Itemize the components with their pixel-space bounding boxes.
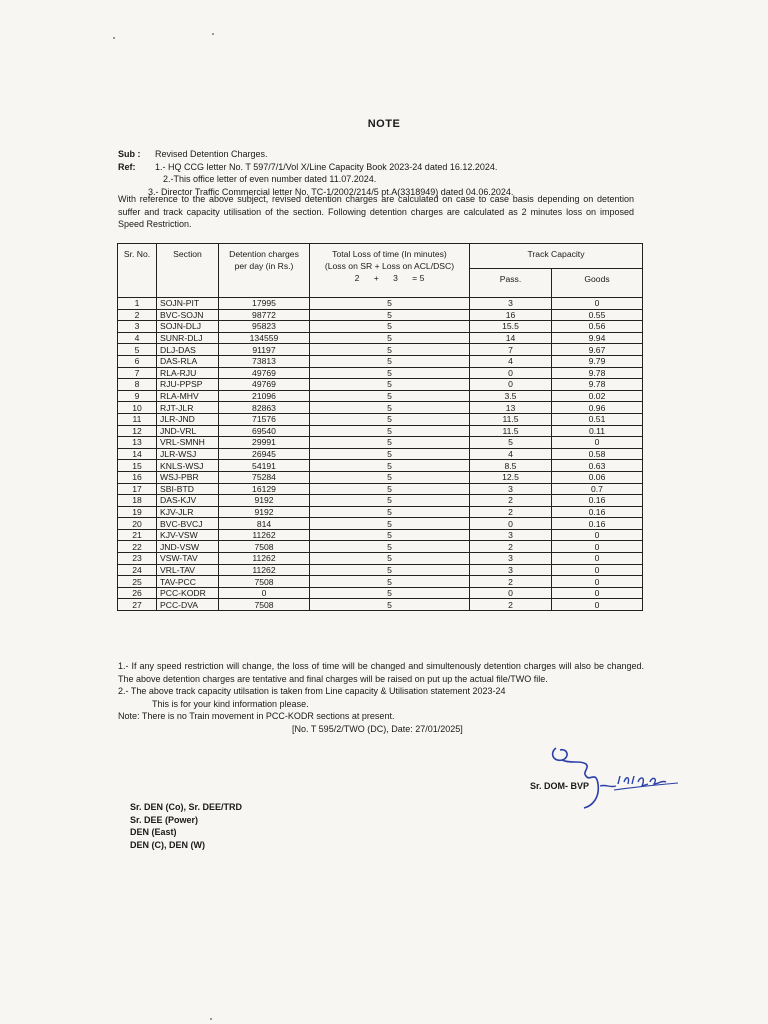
cc-line-3: DEN (East) xyxy=(130,827,177,837)
cell-detention-charges: 69540 xyxy=(219,425,310,437)
table-row xyxy=(118,413,643,425)
cell-detention-charges: 75284 xyxy=(219,471,310,483)
cell-pass: 0 xyxy=(470,367,552,379)
cell-goods: 9.78 xyxy=(552,367,643,379)
cell-goods: 0 xyxy=(552,587,643,599)
table-row xyxy=(118,483,643,495)
cell-sr-no: 8 xyxy=(118,379,157,391)
cell-section: VSW-TAV xyxy=(157,553,219,565)
cell-goods: 0.02 xyxy=(552,390,643,402)
reference-text-2: 2.-This office letter of even number dated 11.07.2024. xyxy=(163,174,377,184)
table-row xyxy=(118,529,643,541)
table-row xyxy=(118,564,643,576)
cell-section: VRL-SMNH xyxy=(157,437,219,449)
header-goods: Goods xyxy=(552,269,643,298)
table-row xyxy=(118,402,643,414)
cell-goods: 0 xyxy=(552,553,643,565)
intro-paragraph: With reference to the above subject, revised detention charges are calculated on case to case basis depending on detention suffer and track capacity utilisation of the section. Following detention charges are calculated as 2 minutes loss on imposed Speed Restriction. xyxy=(118,194,634,229)
table-row xyxy=(118,495,643,507)
cell-sr-no: 26 xyxy=(118,587,157,599)
table-row xyxy=(118,460,643,472)
cell-pass: 2 xyxy=(470,576,552,588)
table-body xyxy=(118,298,643,611)
cell-loss-of-time: 5 xyxy=(310,564,470,576)
cell-goods: 0.16 xyxy=(552,506,643,518)
cell-pass: 15.5 xyxy=(470,321,552,333)
cell-loss-of-time: 5 xyxy=(310,587,470,599)
cell-goods: 0.11 xyxy=(552,425,643,437)
cell-sr-no: 6 xyxy=(118,355,157,367)
cell-loss-of-time: 5 xyxy=(310,332,470,344)
cell-section: VRL-TAV xyxy=(157,564,219,576)
cell-detention-charges: 7508 xyxy=(219,541,310,553)
cell-loss-of-time: 5 xyxy=(310,437,470,449)
cell-sr-no: 5 xyxy=(118,344,157,356)
header-detention-line-1: Detention charges xyxy=(229,249,299,259)
cell-pass: 5 xyxy=(470,437,552,449)
cell-loss-of-time: 5 xyxy=(310,553,470,565)
subject-line xyxy=(118,148,513,161)
cell-detention-charges: 9192 xyxy=(219,506,310,518)
handwritten-signature xyxy=(540,740,690,810)
cell-pass: 14 xyxy=(470,332,552,344)
cell-section: PCC-KODR xyxy=(157,587,219,599)
cell-loss-of-time: 5 xyxy=(310,529,470,541)
cell-section: RLA-MHV xyxy=(157,390,219,402)
cell-pass: 3 xyxy=(470,483,552,495)
cell-sr-no: 9 xyxy=(118,390,157,402)
cell-loss-of-time: 5 xyxy=(310,460,470,472)
cell-pass: 2 xyxy=(470,599,552,611)
cell-sr-no: 22 xyxy=(118,541,157,553)
cell-goods: 0 xyxy=(552,298,643,310)
cell-sr-no: 4 xyxy=(118,332,157,344)
cell-pass: 8.5 xyxy=(470,460,552,472)
cell-section: JLR-WSJ xyxy=(157,448,219,460)
cell-goods: 0.16 xyxy=(552,518,643,530)
cell-goods: 0 xyxy=(552,599,643,611)
table-row xyxy=(118,471,643,483)
cell-goods: 9.78 xyxy=(552,379,643,391)
table-row xyxy=(118,448,643,460)
cell-sr-no: 12 xyxy=(118,425,157,437)
cell-section: SUNR-DLJ xyxy=(157,332,219,344)
cell-goods: 0.51 xyxy=(552,413,643,425)
scan-speck xyxy=(212,33,214,35)
cell-loss-of-time: 5 xyxy=(310,390,470,402)
notes-block xyxy=(118,660,644,735)
cell-sr-no: 24 xyxy=(118,564,157,576)
note-1: 1.- If any speed restriction will change, the loss of time will be changed and simultenously detention charges will also be changed. The above detention charges are tentative and final charges will be raised on put up the actual file/TWO file. xyxy=(118,661,644,684)
cell-section: RJT-JLR xyxy=(157,402,219,414)
cell-detention-charges: 98772 xyxy=(219,309,310,321)
document-title: NOTE xyxy=(367,118,401,130)
cell-section: TAV-PCC xyxy=(157,576,219,588)
reference-line-1 xyxy=(118,161,513,174)
cell-pass: 2 xyxy=(470,506,552,518)
header-loss-of-time xyxy=(310,244,470,298)
cell-loss-of-time: 5 xyxy=(310,298,470,310)
cell-pass: 11.5 xyxy=(470,425,552,437)
cell-section: KJV-VSW xyxy=(157,529,219,541)
cell-section: PCC-DVA xyxy=(157,599,219,611)
cell-pass: 3 xyxy=(470,529,552,541)
table-row xyxy=(118,425,643,437)
cell-sr-no: 25 xyxy=(118,576,157,588)
cell-goods: 0.7 xyxy=(552,483,643,495)
scan-speck xyxy=(113,37,115,39)
cell-detention-charges: 16129 xyxy=(219,483,310,495)
cell-section: KJV-JLR xyxy=(157,506,219,518)
cell-detention-charges: 17995 xyxy=(219,298,310,310)
table-row xyxy=(118,437,643,449)
cc-line-2: Sr. DEE (Power) xyxy=(130,814,199,825)
cell-section: JND-VSW xyxy=(157,541,219,553)
copy-to-list xyxy=(130,801,242,851)
cell-detention-charges: 11262 xyxy=(219,529,310,541)
cell-section: WSJ-PBR xyxy=(157,471,219,483)
cell-loss-of-time: 5 xyxy=(310,309,470,321)
cell-pass: 7 xyxy=(470,344,552,356)
table-row xyxy=(118,599,643,611)
cell-sr-no: 27 xyxy=(118,599,157,611)
table-row xyxy=(118,355,643,367)
cell-pass: 3 xyxy=(470,553,552,565)
cell-detention-charges: 0 xyxy=(219,587,310,599)
cell-sr-no: 20 xyxy=(118,518,157,530)
cell-goods: 0 xyxy=(552,529,643,541)
cell-pass: 3 xyxy=(470,564,552,576)
cell-detention-charges: 54191 xyxy=(219,460,310,472)
cell-loss-of-time: 5 xyxy=(310,355,470,367)
cell-detention-charges: 7508 xyxy=(219,576,310,588)
header-detention xyxy=(219,244,310,298)
cell-sr-no: 13 xyxy=(118,437,157,449)
cell-pass: 0 xyxy=(470,518,552,530)
cell-goods: 9.94 xyxy=(552,332,643,344)
cell-section: SOJN-PIT xyxy=(157,298,219,310)
cell-detention-charges: 11262 xyxy=(219,564,310,576)
header-section: Section xyxy=(157,244,219,298)
cell-loss-of-time: 5 xyxy=(310,518,470,530)
table-row xyxy=(118,344,643,356)
header-loss-line-1: Total Loss of time (In minutes) xyxy=(332,249,447,259)
table-row xyxy=(118,332,643,344)
table-row xyxy=(118,553,643,565)
cell-section: JND-VRL xyxy=(157,425,219,437)
cell-sr-no: 16 xyxy=(118,471,157,483)
reference-label: Ref: xyxy=(118,161,136,172)
cell-sr-no: 14 xyxy=(118,448,157,460)
cell-pass: 0 xyxy=(470,587,552,599)
cell-loss-of-time: 5 xyxy=(310,344,470,356)
header-track-capacity: Track Capacity xyxy=(470,244,643,269)
header-pass: Pass. xyxy=(470,269,552,298)
table-row xyxy=(118,321,643,333)
cell-loss-of-time: 5 xyxy=(310,506,470,518)
cell-detention-charges: 71576 xyxy=(219,413,310,425)
cell-sr-no: 3 xyxy=(118,321,157,333)
cell-goods: 9.79 xyxy=(552,355,643,367)
cell-goods: 0 xyxy=(552,541,643,553)
train-movement-note: Note: There is no Train movement in PCC-KODR sections at present. xyxy=(118,711,395,721)
cell-sr-no: 19 xyxy=(118,506,157,518)
cell-pass: 2 xyxy=(470,541,552,553)
table-row xyxy=(118,309,643,321)
cell-sr-no: 23 xyxy=(118,553,157,565)
cell-section: KNLS-WSJ xyxy=(157,460,219,472)
cell-sr-no: 1 xyxy=(118,298,157,310)
cell-goods: 0.63 xyxy=(552,460,643,472)
cell-section: JLR-JND xyxy=(157,413,219,425)
cell-loss-of-time: 5 xyxy=(310,425,470,437)
cell-detention-charges: 26945 xyxy=(219,448,310,460)
cell-loss-of-time: 5 xyxy=(310,413,470,425)
reference-line-2 xyxy=(118,173,513,186)
cell-loss-of-time: 5 xyxy=(310,402,470,414)
cell-detention-charges: 91197 xyxy=(219,344,310,356)
note-2: 2.- The above track capacity utilsation is taken from Line capacity & Utilisation statement 2023-24 xyxy=(118,686,506,696)
cell-pass: 4 xyxy=(470,448,552,460)
table-row xyxy=(118,390,643,402)
cell-sr-no: 18 xyxy=(118,495,157,507)
file-reference: [No. T 595/2/TWO (DC), Date: 27/01/2025] xyxy=(292,723,463,734)
cell-section: BVC-SOJN xyxy=(157,309,219,321)
cell-goods: 0.58 xyxy=(552,448,643,460)
cc-line-4: DEN (C), DEN (W) xyxy=(130,839,205,850)
cell-detention-charges: 7508 xyxy=(219,599,310,611)
cc-line-1: Sr. DEN (Co), Sr. DEE/TRD xyxy=(130,802,243,812)
cell-detention-charges: 11262 xyxy=(219,553,310,565)
cell-section: RJU-PPSP xyxy=(157,379,219,391)
cell-section: BVC-BVCJ xyxy=(157,518,219,530)
cell-pass: 2 xyxy=(470,495,552,507)
cell-section: SOJN-DLJ xyxy=(157,321,219,333)
subject-text: Revised Detention Charges. xyxy=(155,149,268,159)
cell-pass: 3 xyxy=(470,298,552,310)
table-row xyxy=(118,379,643,391)
cell-pass: 16 xyxy=(470,309,552,321)
reference-text-1: 1.- HQ CCG letter No. T 597/7/1/Vol X/Line Capacity Book 2023-24 dated 16.12.2024. xyxy=(155,161,498,172)
cell-pass: 3.5 xyxy=(470,390,552,402)
cell-goods: 0.06 xyxy=(552,471,643,483)
cell-goods: 0.55 xyxy=(552,309,643,321)
cell-goods: 0.16 xyxy=(552,495,643,507)
cell-sr-no: 7 xyxy=(118,367,157,379)
cell-loss-of-time: 5 xyxy=(310,321,470,333)
cell-goods: 0.56 xyxy=(552,321,643,333)
cell-loss-of-time: 5 xyxy=(310,379,470,391)
header-loss-line-3: 2 + 3 = 5 xyxy=(354,273,425,283)
cell-detention-charges: 73813 xyxy=(219,355,310,367)
cell-pass: 13 xyxy=(470,402,552,414)
cell-detention-charges: 29991 xyxy=(219,437,310,449)
subject-label: Sub : xyxy=(118,149,141,159)
cell-detention-charges: 9192 xyxy=(219,495,310,507)
signatory-label: Sr. DOM- BVP xyxy=(530,781,590,791)
cell-loss-of-time: 5 xyxy=(310,483,470,495)
table-row xyxy=(118,298,643,310)
cell-sr-no: 11 xyxy=(118,413,157,425)
header-detention-line-2: per day (in Rs.) xyxy=(234,261,294,271)
header-sr-no: Sr. No. xyxy=(118,244,157,298)
cell-section: DLJ-DAS xyxy=(157,344,219,356)
cell-loss-of-time: 5 xyxy=(310,541,470,553)
cell-detention-charges: 95823 xyxy=(219,321,310,333)
cell-detention-charges: 814 xyxy=(219,518,310,530)
cell-pass: 12.5 xyxy=(470,471,552,483)
cell-detention-charges: 49769 xyxy=(219,379,310,391)
cell-goods: 0 xyxy=(552,437,643,449)
table-row xyxy=(118,506,643,518)
cell-detention-charges: 49769 xyxy=(219,367,310,379)
scan-speck xyxy=(210,1018,212,1020)
cell-sr-no: 21 xyxy=(118,529,157,541)
cell-sr-no: 17 xyxy=(118,483,157,495)
cell-goods: 0 xyxy=(552,564,643,576)
cell-section: DAS-RLA xyxy=(157,355,219,367)
table-row xyxy=(118,541,643,553)
table-row xyxy=(118,518,643,530)
detention-charges-table xyxy=(117,243,643,611)
reference-text-3: 3.- Director Traffic Commercial letter No. TC-1/2002/214/5 pt.A(3318949) dated 04.06.2024. xyxy=(148,186,514,197)
cell-loss-of-time: 5 xyxy=(310,599,470,611)
cell-detention-charges: 134559 xyxy=(219,332,310,344)
cell-sr-no: 2 xyxy=(118,309,157,321)
cell-loss-of-time: 5 xyxy=(310,576,470,588)
cell-sr-no: 10 xyxy=(118,402,157,414)
header-loss-line-2: (Loss on SR + Loss on ACL/DSC) xyxy=(324,261,455,271)
cell-pass: 0 xyxy=(470,379,552,391)
cell-loss-of-time: 5 xyxy=(310,367,470,379)
cell-goods: 9.67 xyxy=(552,344,643,356)
table-row xyxy=(118,587,643,599)
cell-pass: 4 xyxy=(470,355,552,367)
cell-pass: 11.5 xyxy=(470,413,552,425)
info-line: This is for your kind information please. xyxy=(152,698,309,709)
cell-section: RLA-RJU xyxy=(157,367,219,379)
cell-sr-no: 15 xyxy=(118,460,157,472)
cell-loss-of-time: 5 xyxy=(310,495,470,507)
cell-goods: 0.96 xyxy=(552,402,643,414)
cell-section: SBI-BTD xyxy=(157,483,219,495)
table-row xyxy=(118,367,643,379)
cell-goods: 0 xyxy=(552,576,643,588)
cell-detention-charges: 21096 xyxy=(219,390,310,402)
cell-loss-of-time: 5 xyxy=(310,448,470,460)
cell-loss-of-time: 5 xyxy=(310,471,470,483)
table-row xyxy=(118,576,643,588)
cell-detention-charges: 82863 xyxy=(219,402,310,414)
cell-section: DAS-KJV xyxy=(157,495,219,507)
subject-reference-block xyxy=(118,148,513,198)
